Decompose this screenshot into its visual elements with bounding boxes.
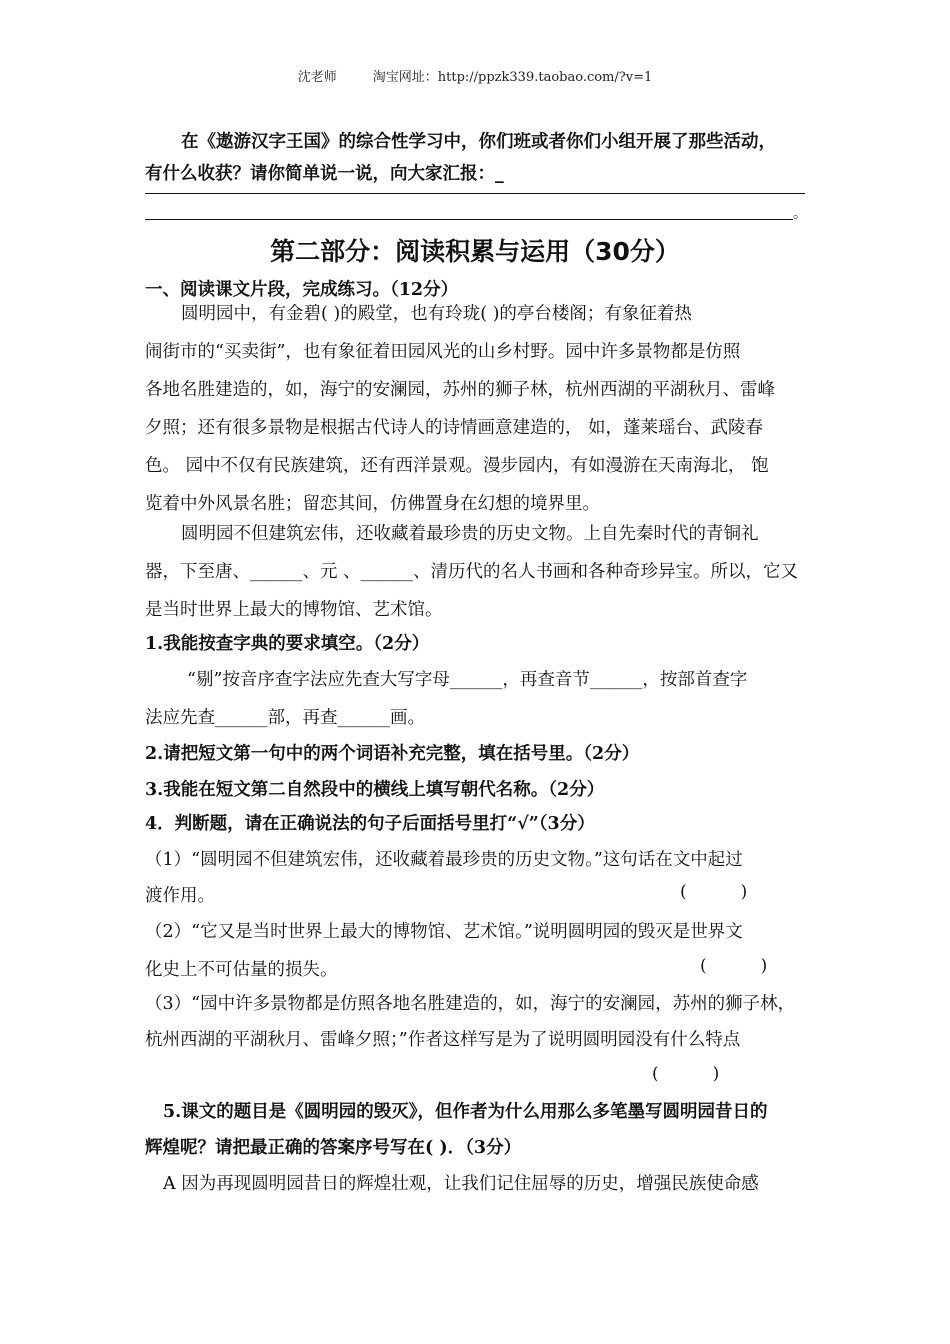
part1-heading: 一、阅读课文片段，完成练习。（12分） [145,280,459,300]
passage-p1-line: 圆明园中，有金碧( )的殿堂，也有玲珑( )的亭台楼阁；有象征着热 [181,304,692,324]
passage-p1-line: 色。 园中不仅有民族建筑，还有西洋景观。漫步园内，有如漫游在天南海北， 饱 [145,456,769,476]
intro-line-1: 在《遨游汉字王国》的综合性学习中，你们班或者你们小组开展了那些活动， [181,132,776,152]
question-4-item-3-cont: 杭州西湖的平湖秋月、雷峰夕照；”作者这样写是为了说明圆明园没有什么特点 [145,1030,741,1050]
question-3: 3.我能在短文第二自然段中的横线上填写朝代名称。（2分） [145,780,605,800]
answer-paren[interactable]: ( ) [652,1064,720,1084]
answer-paren[interactable]: ( ) [700,956,768,976]
passage-p1-line: 闹街市的“买卖街”，也有象征着田园风光的山乡村野。园中许多景物都是仿照 [145,342,741,362]
answer-rule-1 [145,193,805,194]
page-header [0,66,950,85]
question-5-cont: 辉煌呢？请把最正确的答案序号写在( )．（3分） [145,1138,522,1158]
passage-p1-line: 各地名胜建造的，如，海宁的安澜园，苏州的狮子林，杭州西湖的平湖秋月、雷峰 [145,380,775,400]
passage-p2-line: 圆明园不但建筑宏伟，还收藏着最珍贵的历史文物。上自先秦时代的青铜礼 [181,524,759,544]
question-4-item-1: （1）“圆明园不但建筑宏伟，还收藏着最珍贵的历史文物。”这句话在文中起过 [145,850,743,870]
passage-p2-line: 是当时世界上最大的博物馆、艺术馆。 [145,600,443,620]
passage-p1-line: 览着中外风景名胜；留恋其间，仿佛置身在幻想的境界里。 [145,494,600,514]
question-2: 2.请把短文第一句中的两个词语补充完整，填在括号里。（2分） [145,744,640,764]
header-teacher: 沈老师 [297,70,337,85]
answer-paren[interactable]: ( ) [680,882,748,902]
question-4-item-3: （3）“园中许多景物都是仿照各地名胜建造的，如，海宁的安澜园，苏州的狮子林， [145,994,796,1014]
answer-rule-2 [145,219,793,220]
question-5-option-a: A 因为再现圆明园昔日的辉煌壮观，让我们记住屈辱的历史，增强民族使命感 [163,1174,759,1194]
section-title: 第二部分：阅读积累与运用（30分） [270,237,680,266]
question-4-item-1-cont: 渡作用。 [145,886,215,906]
intro-line-2: 有什么收获？请你简单说一说，向大家汇报：_ [145,164,504,184]
question-4: 4．判断题，请在正确说法的句子后面括号里打“√”（3分） [145,814,595,834]
passage-p2-line: 器，下至唐、______、元 、______、清历代的名人书画和各种奇珍异宝。所以，它又 [145,562,799,582]
passage-p1-line: 夕照；还有很多景物是根据古代诗人的诗情画意建造的， 如，蓬莱瑶台、武陵春 [145,418,764,438]
question-4-item-2: （2）“它又是当时世界上最大的博物馆、艺术馆。”说明圆明园的毁灭是世界文 [145,922,743,942]
question-5: 5.课文的题目是《圆明园的毁灭》，但作者为什么用那么多笔墨写圆明园昔日的 [163,1102,768,1122]
answer-end-mark: 。 [793,206,807,222]
header-shop-url: 淘宝网址：http://ppzk339.taobao.com/?v=1 [372,70,653,85]
question-4-item-2-cont: 化史上不可估量的损失。 [145,960,338,980]
question-1: 1.我能按查字典的要求填空。（2分） [145,634,430,654]
question-1-text: “剔”按音序查字法应先查大写字母______，再查音节______，按部首查字 [187,670,748,690]
question-1-text: 法应先查______部，再查______画。 [145,708,425,728]
